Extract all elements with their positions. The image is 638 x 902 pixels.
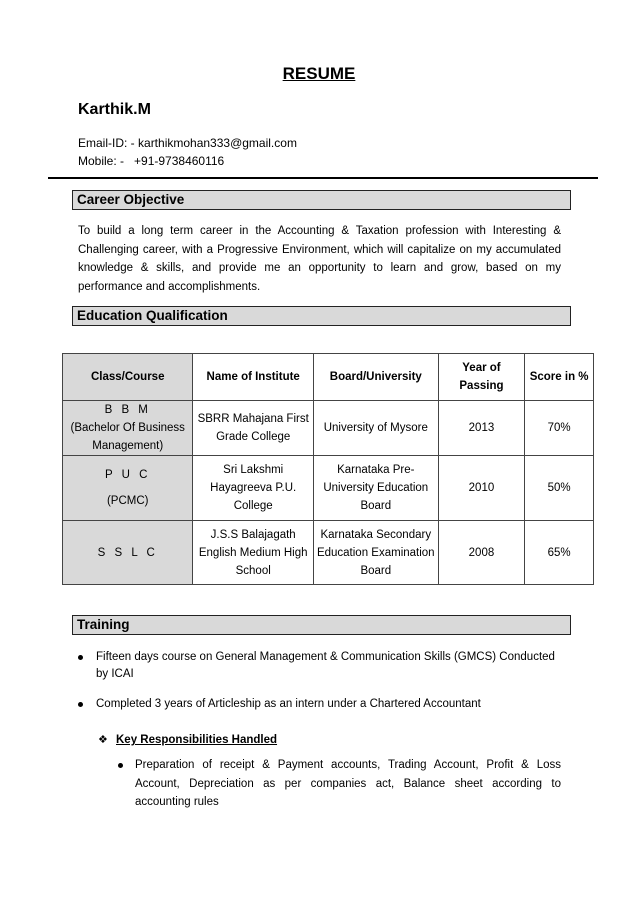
- course-name: S S L C: [97, 546, 158, 559]
- table-row: [63, 521, 594, 585]
- mobile-value: +91-9738460116: [134, 154, 225, 168]
- header-year: Year of Passing: [438, 354, 525, 401]
- career-objective-heading: Career Objective: [72, 190, 571, 210]
- course-subtitle: (PCMC): [106, 495, 149, 507]
- email-value[interactable]: karthikmohan333@gmail.com: [138, 136, 297, 150]
- year-cell: 2013: [438, 401, 525, 456]
- table-row: [63, 401, 594, 456]
- course-cell: [63, 456, 193, 521]
- career-objective-text: To build a long term career in the Accounting & Taxation profession with Interesting & Challenging career, with a Progressive Environment, which will capitalize on my accumulated knowledge & skills, and provide me an opportunity to learn and grow, based on my performance and accomplishments.: [78, 225, 561, 293]
- table-header-row: [63, 354, 594, 401]
- institute-cell: J.S.S Balajagath English Medium High School: [193, 521, 313, 585]
- bullet-icon: [78, 702, 83, 707]
- score-cell: 65%: [525, 521, 594, 585]
- candidate-name: Karthik.M: [78, 101, 151, 118]
- education-heading: Education Qualification: [72, 306, 571, 326]
- mobile-label: Mobile: -: [78, 154, 125, 168]
- year-cell: 2008: [438, 521, 525, 585]
- course-name: B B M: [104, 404, 151, 416]
- score-cell: 70%: [525, 401, 594, 456]
- score-cell: 50%: [525, 456, 594, 521]
- training-item-text: Fifteen days course on General Management & Communication Skills (GMCS) Conducted by ICAI: [96, 651, 555, 680]
- responsibility-text: Preparation of receipt & Payment accounts, Trading Account, Profit & Loss Account, Depreciation as per companies act, Balance sheet according to accounting rules: [135, 759, 561, 808]
- course-name: P U C: [105, 469, 151, 481]
- email-line: [78, 136, 297, 150]
- course-cell: [63, 521, 193, 585]
- institute-cell: SBRR Mahajana First Grade College: [193, 401, 313, 456]
- education-table: [62, 353, 594, 585]
- header-institute: Name of Institute: [193, 354, 313, 401]
- year-cell: 2010: [438, 456, 525, 521]
- header-class-course: Class/Course: [63, 354, 193, 401]
- email-label: Email-ID: -: [78, 136, 135, 150]
- mobile-line: [78, 154, 224, 168]
- diamond-bullet-icon: ❖: [98, 734, 108, 746]
- table-row: [63, 456, 594, 521]
- header-score: Score in %: [525, 354, 594, 401]
- header-divider: [48, 177, 598, 179]
- bullet-icon: [118, 763, 123, 768]
- course-cell: [63, 401, 193, 456]
- institute-cell: Sri Lakshmi Hayagreeva P.U. College: [193, 456, 313, 521]
- page-title: RESUME: [282, 64, 356, 83]
- header-board: Board/University: [313, 354, 438, 401]
- bullet-icon: [78, 655, 83, 660]
- training-heading: Training: [72, 615, 571, 635]
- responsibilities-heading: [98, 733, 277, 746]
- responsibilities-label: Key Responsibilities Handled: [116, 734, 278, 746]
- board-cell: University of Mysore: [313, 401, 438, 456]
- board-cell: Karnataka Secondary Education Examination Board: [313, 521, 438, 585]
- training-item-text: Completed 3 years of Articleship as an intern under a Chartered Accountant: [96, 698, 481, 710]
- board-cell: Karnataka Pre-University Education Board: [313, 456, 438, 521]
- course-subtitle: (Bachelor Of Business Management): [70, 422, 185, 452]
